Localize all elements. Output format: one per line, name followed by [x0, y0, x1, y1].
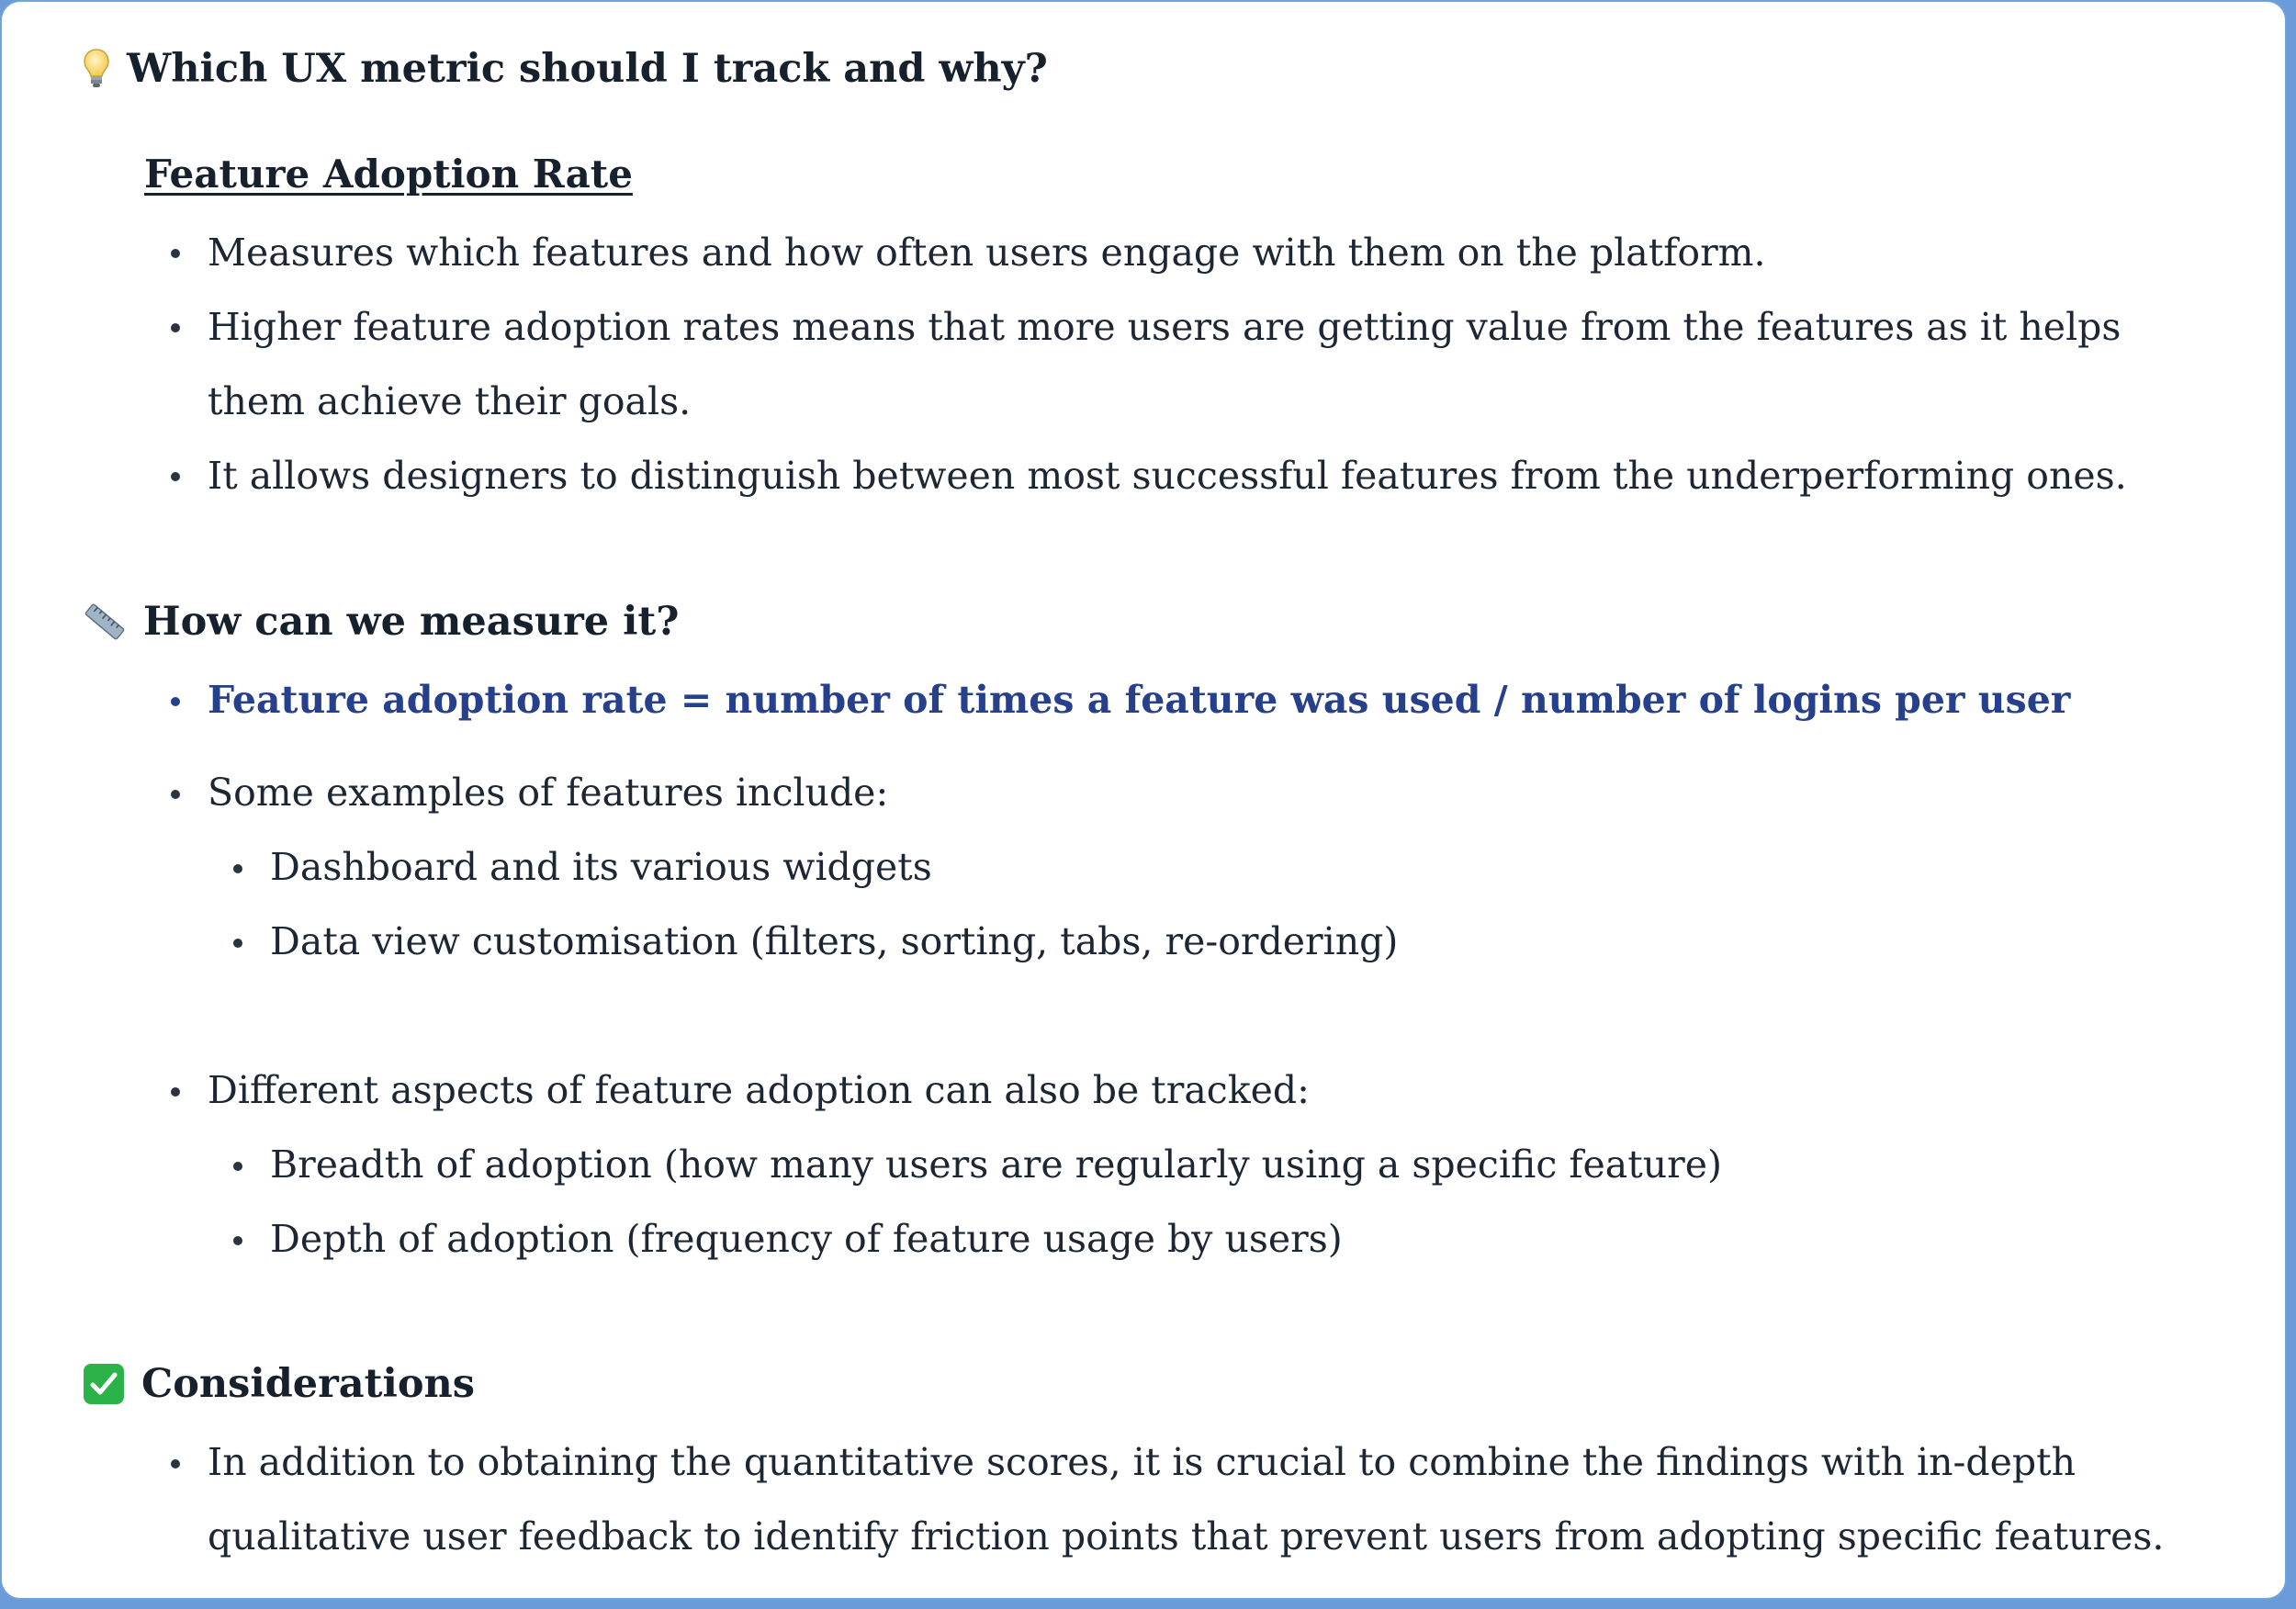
- bullet-dot: [171, 472, 180, 481]
- bullet-dot: [171, 323, 180, 332]
- bullet-dot: [233, 1236, 242, 1245]
- example-item-2: Data view customisation (filters, sorting, tabs, re-ordering): [270, 919, 1399, 963]
- examples-intro: Some examples of features include:: [208, 771, 889, 815]
- question-heading: [83, 46, 1048, 92]
- metric-bullet-3: It allows designers to distinguish between most successful features from the underperforming ones.: [208, 454, 2127, 498]
- considerations-heading: [83, 1361, 475, 1407]
- check-mark-icon: [83, 1363, 125, 1405]
- bullet-dot: [171, 790, 180, 799]
- metric-name: Feature Adoption Rate: [144, 152, 633, 197]
- measure-heading: [83, 599, 679, 645]
- bullet-dot: [233, 864, 242, 873]
- aspect-item-1: Breadth of adoption (how many users are regularly using a specific feature): [270, 1142, 1722, 1187]
- aspect-item-2: Depth of adoption (frequency of feature usage by users): [270, 1217, 1343, 1261]
- formula-text: Feature adoption rate = number of times a feature was used / number of logins per user: [208, 678, 2071, 722]
- considerations-bullet-1-continuation: qualitative user feedback to identify friction points that prevent users from adopting specific features.: [208, 1514, 2165, 1558]
- considerations-title: Considerations: [141, 1361, 476, 1407]
- lightbulb-icon: [83, 48, 110, 90]
- bullet-dot: [233, 1162, 242, 1171]
- ruler-icon: [83, 602, 127, 642]
- bullet-dot: [233, 939, 242, 948]
- aspects-intro: Different aspects of feature adoption can also be tracked:: [208, 1068, 1310, 1112]
- metric-bullet-1: Measures which features and how often users engage with them on the platform.: [208, 231, 1766, 275]
- considerations-bullet-1: In addition to obtaining the quantitative scores, it is crucial to combine the findings with in-depth: [208, 1440, 2077, 1484]
- question-title: Which UX metric should I track and why?: [127, 46, 1048, 92]
- metric-bullet-2: Higher feature adoption rates means that more users are getting value from the features as it helps: [208, 305, 2122, 349]
- bullet-dot: [171, 249, 180, 258]
- bullet-dot: [171, 1087, 180, 1097]
- metric-bullet-2-continuation: them achieve their goals.: [208, 379, 692, 423]
- bullet-dot: [171, 697, 180, 706]
- measure-title: How can we measure it?: [143, 599, 680, 645]
- example-item-1: Dashboard and its various widgets: [270, 845, 932, 889]
- bullet-dot: [171, 1459, 180, 1468]
